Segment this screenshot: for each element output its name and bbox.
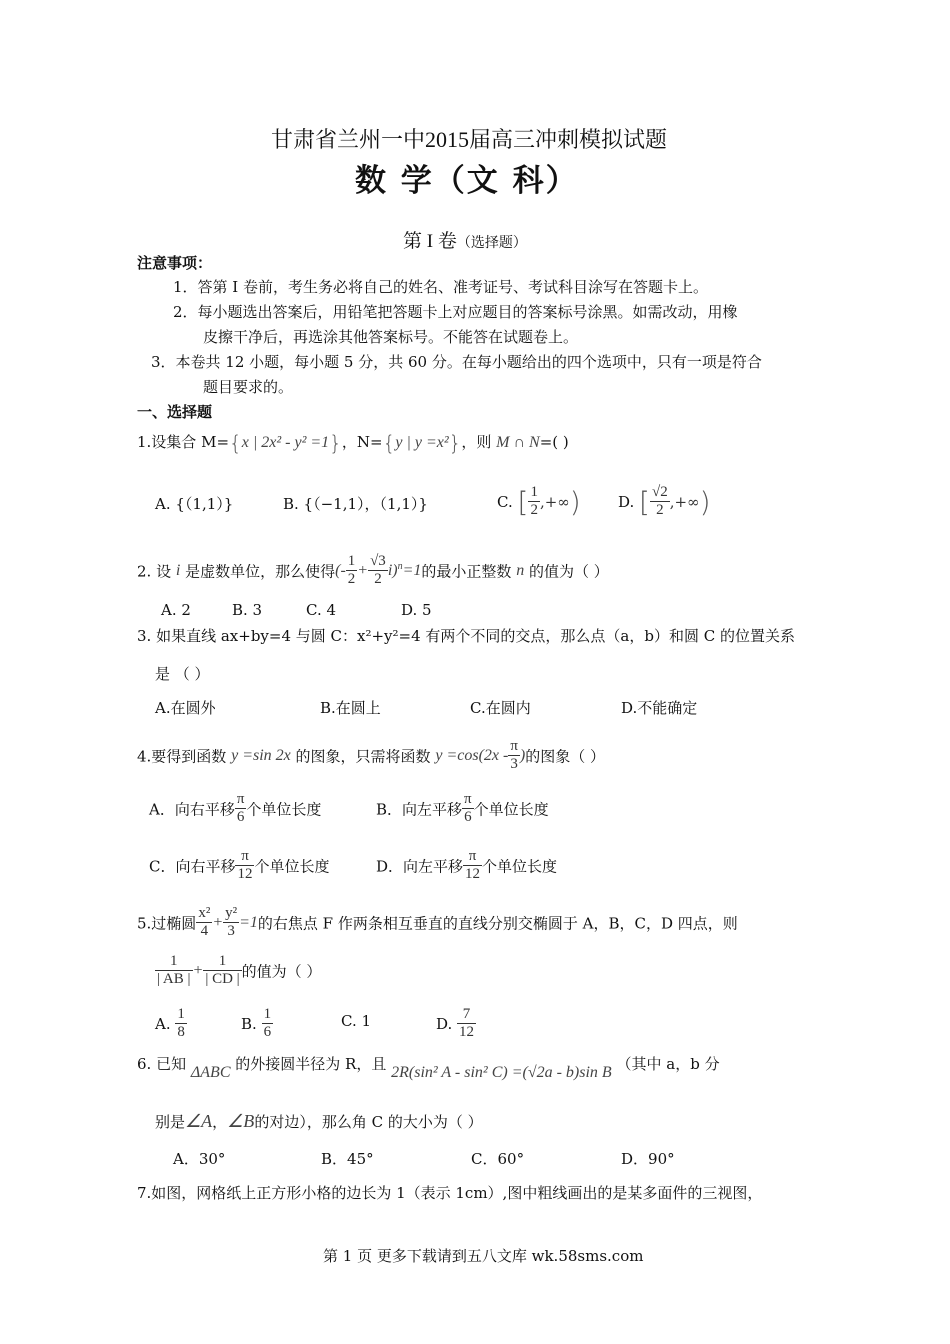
section-title: 第 I 卷 [403,231,457,252]
page-title: 甘肃省兰州一中2015届高三冲刺模拟试题 [271,127,668,152]
question-2-option-c[interactable]: C. 4 [306,601,337,619]
question-5-expression: $\frac{1}{| AB |}$ + $\frac{1}{| CD |}$ 的值为（ ） [157,953,322,988]
question-5-option-b[interactable]: B. $\frac{1}{6}$ [241,1006,272,1041]
notice-item: 题目要求的。 [203,378,294,396]
notice-item: 1．答第 I 卷前，考生务必将自己的姓名、准考证号、考试科目涂写在答题卡上。 [173,278,709,296]
question-3-option-b[interactable]: B.在圆上 [320,699,381,717]
notice-label: 注意事项： [137,254,213,272]
question-5-option-d[interactable]: D. $\frac{7}{12}$ [436,1006,475,1041]
question-6-option-c[interactable]: C．60° [471,1150,525,1168]
question-3-stem-cont: 是 （ ） [155,665,210,683]
question-2-stem: 2. 设 i 是虚数单位，那么使得(- $\frac{1}{2}$ + $\frac{√3}{2}$ i)$^n$=1的最小正整数 n 的值为（ ） [137,553,609,588]
question-3-option-d[interactable]: D.不能确定 [621,699,698,717]
question-3-option-a[interactable]: A.在圆外 [155,699,216,717]
notice-item: 2．每小题选出答案后，用铅笔把答题卡上对应题目的答案标号涂黑。如需改动，用橡 [173,303,738,321]
question-2-option-d[interactable]: D. 5 [401,601,432,619]
notice-item: 皮擦干净后，再选涂其他答案标号。不能答在试题卷上。 [203,328,579,346]
question-6-option-d[interactable]: D．90° [621,1150,675,1168]
page-footer[interactable]: 第 1 页 更多下载请到五八文库 wk.58sms.com [323,1247,644,1265]
question-4-stem: 4.要得到函数 y =sin 2x 的图象，只需将函数 y =cos(2x - $\frac{\pi}{3}$ )的图象（ ） [137,738,606,773]
question-6-option-b[interactable]: B．45° [321,1150,374,1168]
question-3-stem: 3. 如果直线 ax+by=4 与圆 C：x²+y²=4 有两个不同的交点，那么点（a，b）和圆 C 的位置关系 [137,627,795,645]
question-5-option-c[interactable]: C. 1 [341,1012,372,1030]
question-6-option-a[interactable]: A．30° [173,1150,226,1168]
question-1-option-a[interactable]: A. {（1,1）} [155,495,234,513]
question-1-option-d[interactable]: D. [ $\frac{√2}{2}$ ,+∞) [618,484,711,519]
section-label: 一、选择题 [137,403,213,421]
subject-title: 数 学（文 科） [355,163,579,199]
question-2-option-b[interactable]: B. 3 [232,601,263,619]
question-4-option-b[interactable]: B．向左平移 $\frac{\pi}{6}$ 个单位长度 [376,791,549,826]
section-note: （选择题） [456,235,527,251]
question-6-stem: 6. 已知 ΔABC 的外接圆半径为 R，且 2R(sin² A - sin² C) =(√2a - b)sin B （其中 a，b 分 [137,1055,720,1081]
question-4-option-a[interactable]: A．向右平移 $\frac{\pi}{6}$ 个单位长度 [149,791,322,826]
question-5-option-a[interactable]: A. $\frac{1}{8}$ [155,1006,185,1041]
question-1-option-b[interactable]: B. {（−1,1），（1,1）} [283,495,428,513]
question-2-option-a[interactable]: A. 2 [161,601,191,619]
question-5-stem: 5.过椭圆 $\frac{\text{x²}}{4}$ + $\frac{\text{y²}}{3}$ =1的右焦点 F 作两条相互垂直的直线分别交椭圆于 A，B，C，D 四点，则 [137,905,738,940]
question-4-option-d[interactable]: D．向左平移 $\frac{\pi}{12}$ 个单位长度 [376,848,558,883]
question-1-option-c[interactable]: C. [ $\frac{1}{2}$ ,+∞) [497,484,581,519]
question-1-stem: 1.设集合 M={x | 2x² - y² =1}，N={y | y =x²}，则 M ∩ N=( ) [137,431,569,455]
notice-item: 3．本卷共 12 小题，每小题 5 分，共 60 分。在每小题给出的四个选项中，只有一项是符合 [151,353,762,371]
question-4-option-c[interactable]: C．向右平移 $\frac{\pi}{12}$ 个单位长度 [149,848,330,883]
section-heading [403,226,527,253]
question-7-stem: 7.如图，网格纸上正方形小格的边长为 1（表示 1cm）,图中粗线画出的是某多面件的三视图， [137,1184,763,1202]
question-3-option-c[interactable]: C.在圆内 [470,699,531,717]
question-6-stem-cont: 别是∠A，∠B的对边），那么角 C 的大小为（ ） [155,1111,483,1131]
